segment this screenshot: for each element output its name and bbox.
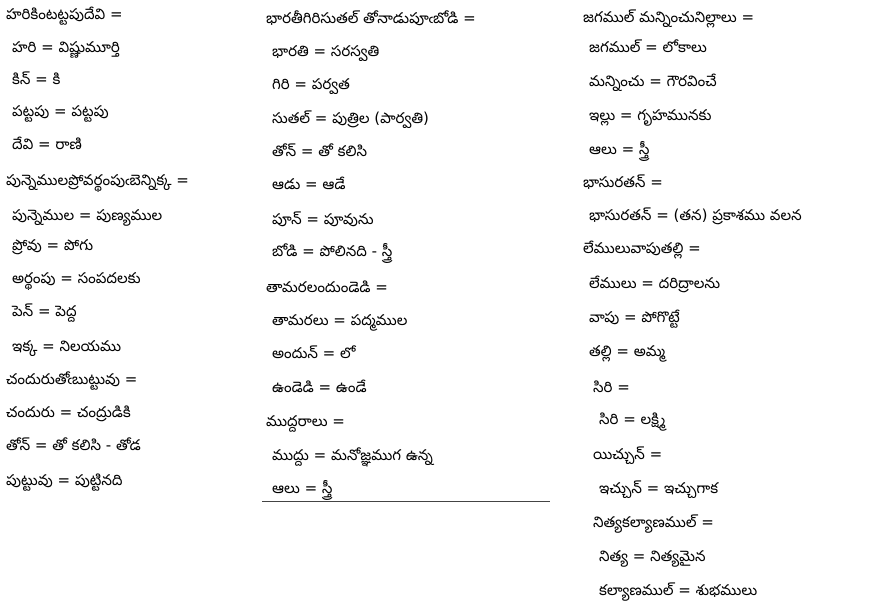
term-heading: ముద్దరాలు = — [266, 412, 345, 430]
term-definition: లేములు = దరిద్రాలను — [589, 274, 721, 292]
term-heading: సిరి = — [593, 378, 630, 396]
term-definition: అందున్ = లో — [272, 344, 356, 362]
term-definition: సిరి = లక్ష్మి — [599, 410, 666, 428]
term-definition: పట్టపు = పట్టపు — [12, 102, 109, 120]
term-definition: నిత్య = నిత్యమైన — [599, 547, 706, 565]
term-definition: బోడి = పోలినది - స్త్రీ — [272, 242, 393, 260]
term-definition: పున్నెముల = పుణ్యముల — [12, 206, 163, 224]
term-heading: భారతీగిరిసుతల్ తోనాడుపూఁబోడి = — [266, 9, 476, 27]
term-definition: ఆడు = ఆడే — [272, 175, 346, 193]
column-divider-line — [262, 501, 550, 502]
term-definition: ఆలు = స్త్రీ — [589, 140, 650, 158]
term-heading: యిచ్చున్ = — [593, 445, 663, 463]
term-heading: తామరలందుండెడి = — [266, 278, 388, 296]
term-definition: ఉండెడి = ఉండే — [272, 378, 367, 396]
term-heading: లేములువాపుతల్లి = — [583, 239, 701, 257]
term-definition: ముద్దు = మనోజ్ఞముగ ఉన్న — [272, 446, 433, 464]
term-definition: ఇల్లు = గృహమునకు — [589, 106, 712, 124]
term-definition: పూన్ = పూవును — [272, 210, 374, 228]
term-definition: ఇక్క = నిలయము — [12, 337, 122, 355]
term-heading: చందురుతోఁబుట్టువు = — [6, 370, 138, 388]
term-definition: హరి = విష్ణుమూర్తి — [12, 38, 120, 56]
term-definition: ఇచ్చున్ = ఇచ్చుగాక — [599, 479, 719, 497]
term-definition: ప్రోవు = పోగు — [12, 236, 94, 254]
term-definition: తోన్ = తో కలిసి — [272, 142, 368, 160]
term-definition: దేవి = రాణి — [12, 135, 82, 153]
term-definition: అర్థంపు = సంపదలకు — [12, 269, 141, 287]
term-definition: తల్లి = అమ్మ — [589, 342, 666, 360]
term-definition: చందురు = చంద్రుడికి — [6, 403, 131, 421]
term-definition: మన్నించు = గౌరవించే — [589, 72, 717, 90]
term-definition: కల్యాణముల్ = శుభములు — [599, 581, 758, 599]
term-definition: భారతి = సరస్వతి — [272, 42, 380, 60]
term-definition: భాసురతన్ = (తన) ప్రకాశము వలన — [589, 206, 802, 224]
term-definition: తోన్ = తో కలిసి - తోడ — [6, 436, 141, 454]
term-heading: భాసురతన్ = — [583, 173, 663, 191]
term-definition: పెన్ = పెద్ద — [12, 302, 77, 320]
term-definition: జగముల్ = లోకాలు — [589, 38, 707, 56]
term-heading: పున్నెములప్రోవర్థంపుఁబెన్నిక్క = — [6, 171, 189, 189]
term-definition: పుట్టువు = పుట్టినది — [6, 471, 123, 489]
term-definition: ఆలు = స్త్రీ — [272, 479, 333, 497]
term-definition: తామరలు = పద్మముల — [272, 311, 408, 329]
term-definition: వాపు = పోగొట్టే — [589, 308, 680, 326]
term-definition: సుతల్ = పుత్రిల (పార్వతి) — [272, 109, 429, 127]
term-heading: నిత్యకల్యాణముల్ = — [593, 513, 714, 531]
term-heading: హరికింటట్టపుదేవి = — [6, 5, 123, 23]
term-definition: కిన్ = కి — [12, 70, 61, 88]
term-heading: జగముల్ మన్నించునిల్లాలు = — [583, 8, 755, 26]
term-definition: గిరి = పర్వత — [272, 75, 350, 93]
